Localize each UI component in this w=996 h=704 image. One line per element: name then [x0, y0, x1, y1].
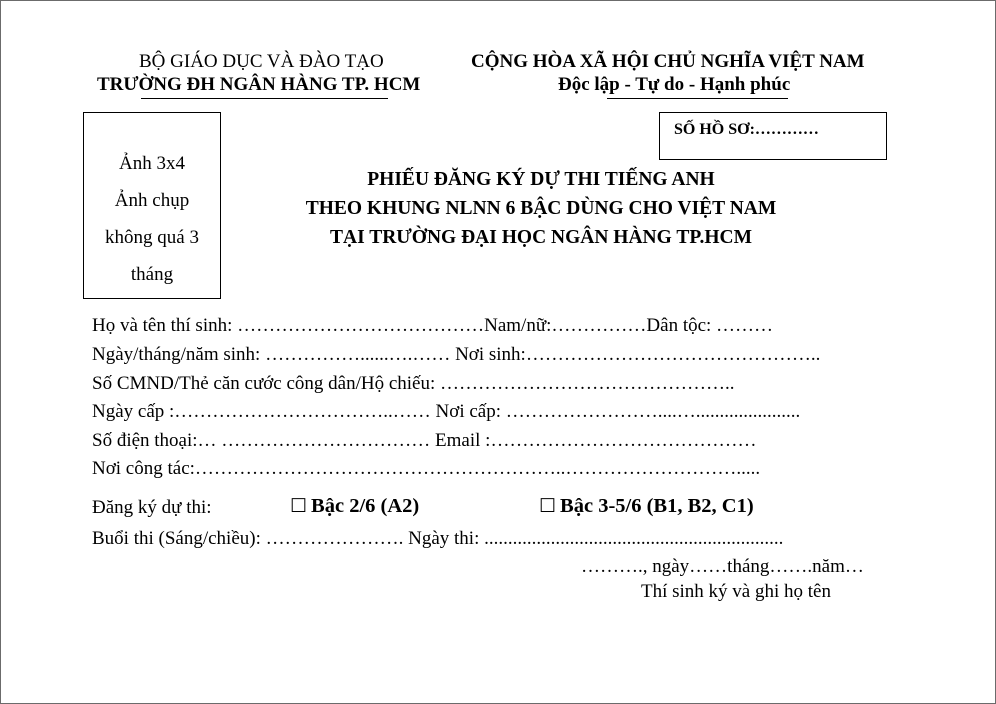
field-session-row[interactable]: Buổi thi (Sáng/chiều): …………………. Ngày thi: ...............................................................	[92, 528, 784, 549]
option-b1-c1-checkbox[interactable]: ☐	[539, 496, 557, 517]
motto-underline	[607, 98, 788, 99]
field-contact-row[interactable]: Số điện thoại:… …………………………… Email :……………………………………	[92, 430, 757, 451]
country-name: CỘNG HÒA XÃ HỘI CHỦ NGHĨA VIỆT NAM	[471, 51, 865, 72]
form-title-line-2: THEO KHUNG NLNN 6 BẬC DÙNG CHO VIỆT NAM	[305, 198, 777, 219]
photo-line-4: tháng	[130, 264, 174, 285]
option-a2-checkbox[interactable]: ☐	[290, 496, 308, 517]
file-number-box	[659, 112, 887, 160]
photo-line-3: không quá 3	[105, 227, 199, 248]
option-b1-c1[interactable]	[539, 495, 754, 518]
register-label: Đăng ký dự thi:	[92, 497, 212, 518]
motto: Độc lập - Tự do - Hạnh phúc	[558, 74, 791, 95]
field-id-number-row[interactable]: Số CMND/Thẻ căn cước công dân/Hộ chiếu: ………………………………………..	[92, 373, 735, 394]
photo-line-1: Ảnh 3x4	[119, 153, 185, 174]
form-title-line-3: TẠI TRƯỜNG ĐẠI HỌC NGÂN HÀNG TP.HCM	[330, 227, 752, 248]
field-birth-row[interactable]: Ngày/tháng/năm sinh: ……………......….…… Nơi sinh:………………………………………..	[92, 344, 821, 365]
school-name: TRƯỜNG ĐH NGÂN HÀNG TP. HCM	[97, 74, 421, 95]
option-a2-label: Bậc 2/6 (A2)	[311, 495, 420, 517]
ministry-name: BỘ GIÁO DỤC VÀ ĐÀO TẠO	[139, 51, 384, 72]
photo-line-2: Ảnh chụp	[114, 190, 190, 211]
school-underline	[141, 98, 388, 99]
option-a2[interactable]	[290, 495, 419, 518]
form-title-line-1: PHIẾU ĐĂNG KÝ DỰ THI TIẾNG ANH	[367, 169, 715, 190]
field-issue-row[interactable]: Ngày cấp :……………………………..…… Nơi cấp: ……………………....…......................	[92, 401, 801, 422]
field-full-name-row[interactable]: Họ và tên thí sinh: …………………………………Nam/nữ:……………Dân tộc: ………	[92, 315, 774, 336]
signature-date-line[interactable]: ………., ngày……tháng…….năm…	[581, 556, 864, 577]
field-workplace-row[interactable]: Nơi công tác:…………………………………………………..……………………….....	[92, 458, 761, 479]
option-b1-c1-label: Bậc 3-5/6 (B1, B2, C1)	[560, 495, 754, 517]
file-number-label: SỐ HỒ SƠ:…………	[674, 121, 819, 138]
signature-caption: Thí sinh ký và ghi họ tên	[641, 581, 831, 602]
